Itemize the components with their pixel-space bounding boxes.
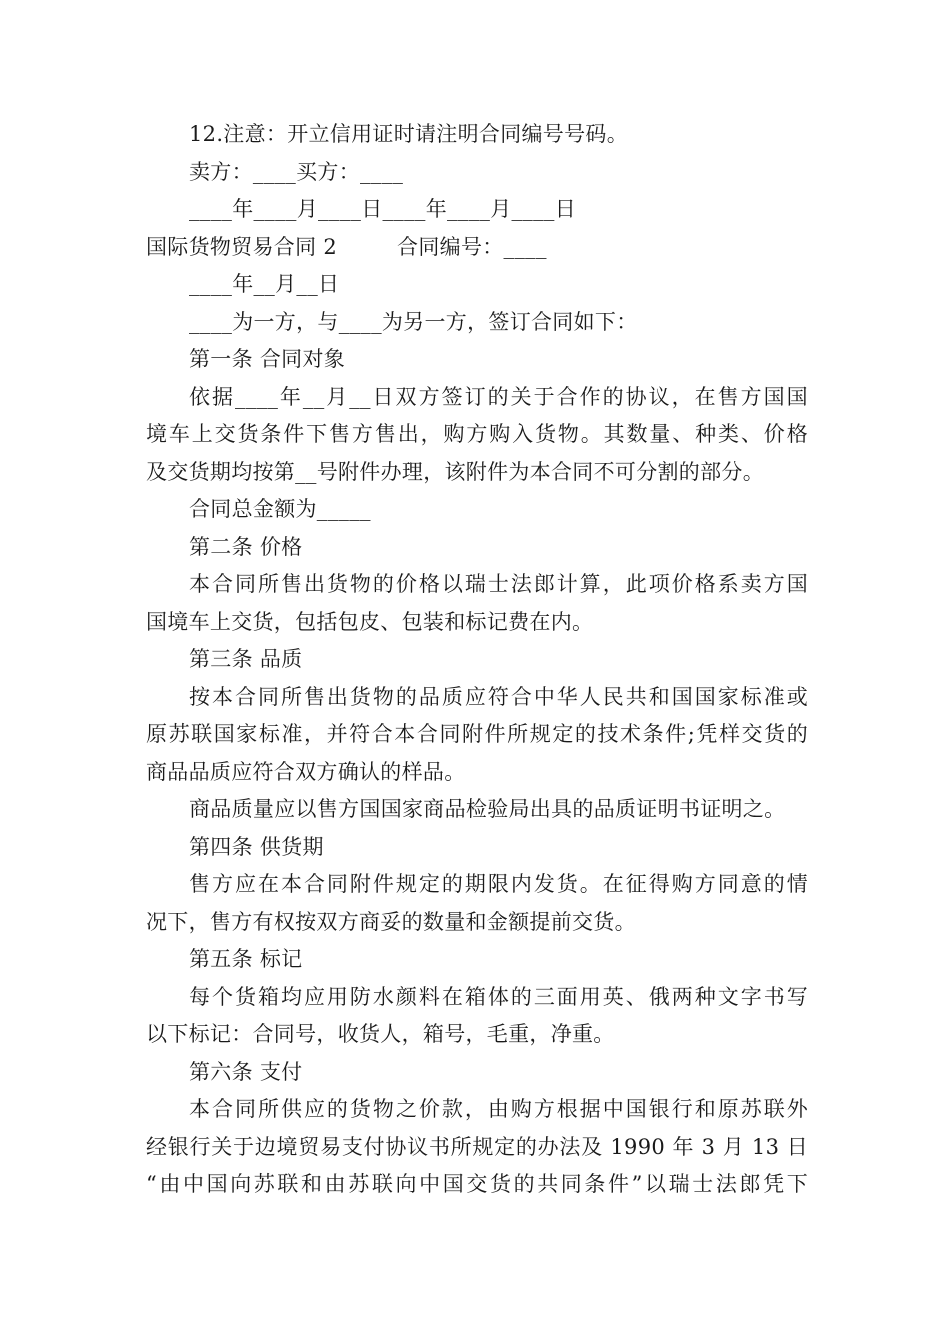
article-heading: 第三条 品质: [189, 647, 303, 671]
article-paragraph-line: “由中国向苏联和由苏联向中国交货的共同条件”以瑞士法郎凭下: [146, 1172, 808, 1196]
intro-line: ____为一方，与____为另一方，签订合同如下：: [189, 309, 638, 334]
article-heading: 第一条 合同对象: [189, 347, 346, 371]
contract-title: 国际货物贸易合同 2: [146, 234, 338, 259]
contract-number: 合同编号：____: [397, 234, 547, 259]
article-paragraph-line: 售方应在本合同附件规定的期限内发货。在征得购方同意的情: [189, 872, 808, 896]
signature-line: 卖方：____买方：____: [189, 159, 404, 184]
article-paragraph-line: 国境车上交货，包括包皮、包装和标记费在内。: [146, 609, 594, 634]
contract-date-line: ____年__月__日: [189, 272, 340, 296]
document-page: [146, 116, 808, 1204]
total-amount-line: 合同总金额为_____: [189, 497, 371, 521]
article-paragraph-line: 经银行关于边境贸易支付协议书所规定的办法及 1990 年 3 月 13 日: [146, 1134, 808, 1159]
article-heading: 第五条 标记: [189, 947, 303, 971]
article-heading: 第六条 支付: [189, 1059, 303, 1084]
article-paragraph-line: 本合同所售出货物的价格以瑞士法郎计算，此项价格系卖方国: [189, 572, 808, 596]
article-paragraph-line: 商品品质应符合双方确认的样品。: [146, 759, 466, 784]
contract-title-line: [146, 229, 808, 267]
article-paragraph-line: 依据____年__月__日双方签订的关于合作的协议，在售方国国: [189, 384, 808, 409]
article-paragraph-line: 境车上交货条件下售方售出，购方购入货物。其数量、种类、价格: [146, 422, 808, 446]
signature-date-line: ____年____月____日____年____月____日: [189, 197, 576, 221]
article-heading: 第四条 供货期: [189, 834, 324, 859]
article-paragraph-line: 本合同所供应的货物之价款，由购方根据中国银行和原苏联外: [189, 1097, 808, 1121]
article-heading: 第二条 价格: [189, 534, 303, 559]
article-paragraph-line: 每个货箱均应用防水颜料在箱体的三面用英、俄两种文字书写: [189, 984, 808, 1009]
article-paragraph-line: 及交货期均按第__号附件办理，该附件为本合同不可分割的部分。: [146, 459, 764, 484]
article-paragraph-line: 商品质量应以售方国国家商品检验局出具的品质证明书证明之。: [189, 797, 786, 821]
note-line: 12.注意：开立信用证时请注明合同编号号码。: [189, 122, 628, 146]
article-paragraph-line: 按本合同所售出货物的品质应符合中华人民共和国国家标准或: [189, 684, 808, 709]
article-paragraph-line: 况下，售方有权按双方商妥的数量和金额提前交货。: [146, 909, 636, 934]
article-paragraph-line: 以下标记：合同号，收货人，箱号，毛重，净重。: [146, 1022, 615, 1046]
article-paragraph-line: 原苏联国家标准，并符合本合同附件所规定的技术条件;凭样交货的: [146, 722, 808, 746]
